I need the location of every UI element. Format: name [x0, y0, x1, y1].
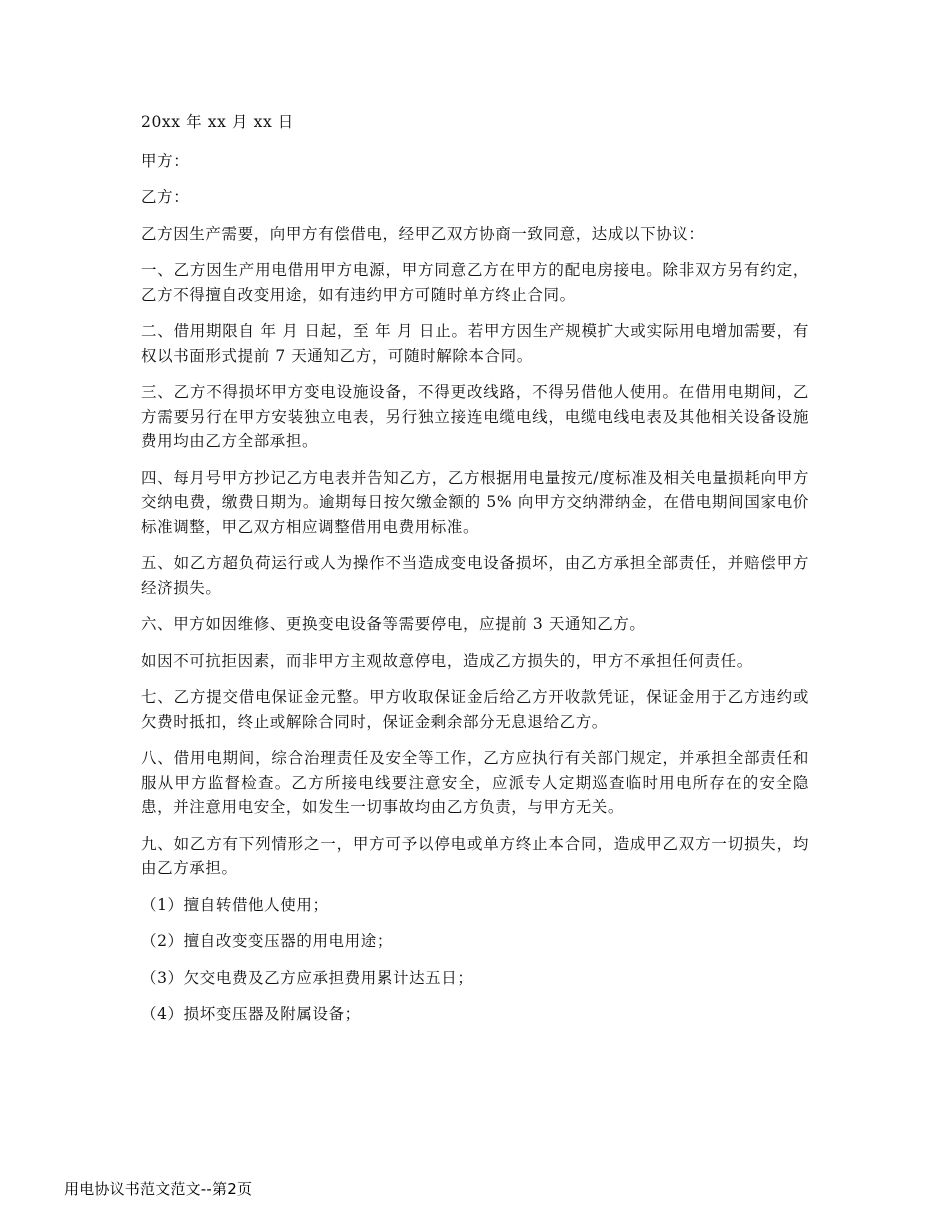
list-item: （1）擅自转借他人使用；	[141, 895, 329, 914]
clause-4: 四、每月号甲方抄记乙方电表并告知乙方，乙方根据用电量按元/度标准及相关电量损耗向甲方交纳电费，缴费日期为。逾期每日按欠缴金额的 5% 向甲方交纳滞纳金，在借电期间国家电价标准调整，甲乙双方相应调整借用电费用标准。	[141, 468, 809, 536]
document-body	[141, 110, 809, 1039]
clause-8: 八、借用电期间，综合治理责任及安全等工作，乙方应执行有关部门规定，并承担全部责任和服从甲方监督检查。乙方所接电线要注意安全，应派专人定期巡查临时用电所存在的安全隐患，并注意用电安全，如发生一切事故均由乙方负责，与甲方无关。	[141, 749, 809, 816]
intro-paragraph: 乙方因生产需要，向甲方有偿借电，经甲乙双方协商一致同意，达成以下协议：	[141, 224, 705, 243]
clause-9: 九、如乙方有下列情形之一，甲方可予以停电或单方终止本合同，造成甲乙双方一切损失，均由乙方承担。	[141, 834, 809, 877]
clause-3: 三、乙方不得损坏甲方变电设施设备，不得更改线路，不得另借他人使用。在借用电期间，乙方需要另行在甲方安装独立电表，另行独立接连电缆电线，电缆电线电表及其他相关设备设施费用均由乙方全部承担。	[141, 383, 809, 450]
clause-2: 二、借用期限自 年 月 日起，至 年 月 日止。若甲方因生产规模扩大或实际用电增加需要，有权以书面形式提前 7 天通知乙方，可随时解除本合同。	[141, 322, 809, 365]
clause-6-note: 如因不可抗拒因素，而非甲方主观故意停电，造成乙方损失的，甲方不承担任何责任。	[141, 651, 753, 670]
clause-6: 六、甲方如因维修、更换变电设备等需要停电，应提前 3 天通知乙方。	[141, 615, 646, 633]
list-item: （4）损坏变压器及附属设备；	[141, 1005, 361, 1023]
party-b-line: 乙方：	[141, 188, 190, 206]
list-item: （3）欠交电费及乙方应承担费用累计达五日；	[141, 968, 474, 987]
list-item: （2）擅自改变变压器的用电用途；	[141, 932, 393, 950]
clause-1: 一、乙方因生产用电借用甲方电源，甲方同意乙方在甲方的配电房接电。除非双方另有约定，乙方不得擅自改变用途，如有违约甲方可随时单方终止合同。	[141, 261, 809, 304]
party-a-line: 甲方：	[141, 151, 190, 170]
clause-5: 五、如乙方超负荷运行或人为操作不当造成变电设备损坏，由乙方承担全部责任，并赔偿甲方经济损失。	[141, 554, 809, 597]
document-date: 20xx 年 xx 月 xx 日	[141, 113, 294, 131]
page-footer: 用电协议书范文范文--第2页	[64, 1180, 253, 1198]
clause-7: 七、乙方提交借电保证金元整。甲方收取保证金后给乙方开收款凭证，保证金用于乙方违约或欠费时抵扣，终止或解除合同时，保证金剩余部分无息退给乙方。	[141, 688, 809, 731]
